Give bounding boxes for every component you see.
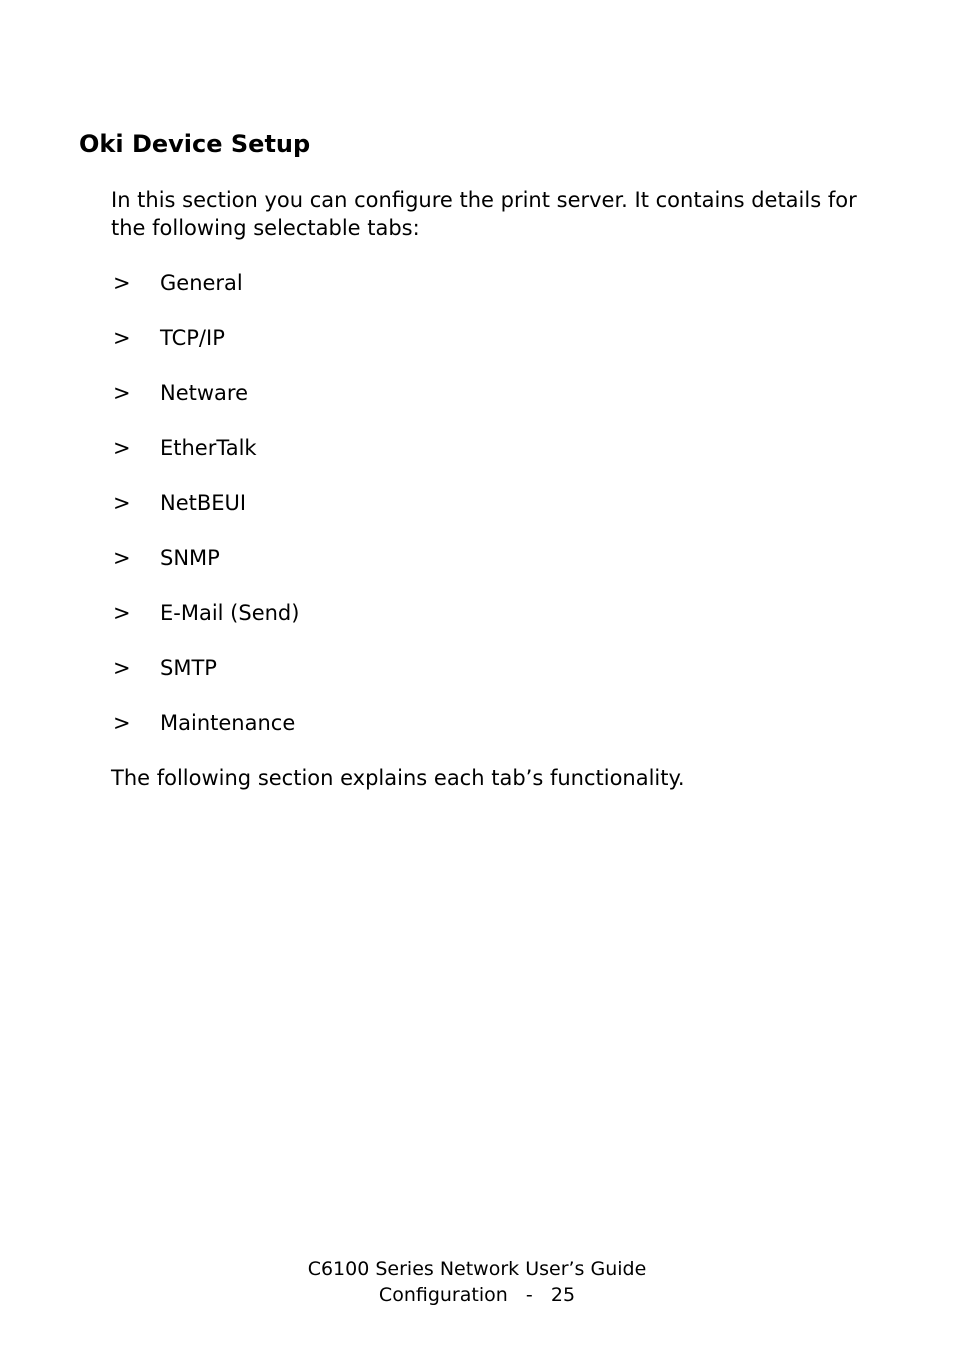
bullet-marker: > <box>113 326 131 350</box>
bullet-marker: > <box>113 381 131 405</box>
tab-label-smtp: SMTP <box>160 656 217 680</box>
outro-paragraph: The following section explains each tab’s functionality. <box>111 766 685 790</box>
footer-page-info <box>0 1282 954 1308</box>
tab-label-netbeui: NetBEUI <box>160 491 247 515</box>
bullet-marker: > <box>113 271 131 295</box>
tab-label-email-send: E-Mail (Send) <box>160 601 300 625</box>
tab-label-snmp: SNMP <box>160 546 220 570</box>
intro-paragraph: In this section you can configure the print server. It contains details for the following selectable tabs: <box>111 188 857 240</box>
bullet-marker: > <box>113 601 131 625</box>
tab-label-netware: Netware <box>160 381 248 405</box>
bullet-marker: > <box>113 546 131 570</box>
section-heading: Oki Device Setup <box>79 130 311 158</box>
footer-separator: - <box>525 1284 533 1306</box>
tab-label-ethertalk: EtherTalk <box>160 436 257 460</box>
footer-page-number: 25 <box>550 1284 576 1306</box>
bullet-marker: > <box>113 711 131 735</box>
page-footer <box>0 1256 954 1308</box>
bullet-marker: > <box>113 656 131 680</box>
tab-label-tcpip: TCP/IP <box>160 326 225 350</box>
bullet-marker: > <box>113 491 131 515</box>
bullet-marker: > <box>113 436 131 460</box>
footer-chapter: Configuration <box>378 1284 508 1306</box>
tab-label-general: General <box>160 271 243 295</box>
footer-guide-title: C6100 Series Network User’s Guide <box>307 1258 647 1280</box>
tab-label-maintenance: Maintenance <box>160 711 296 735</box>
